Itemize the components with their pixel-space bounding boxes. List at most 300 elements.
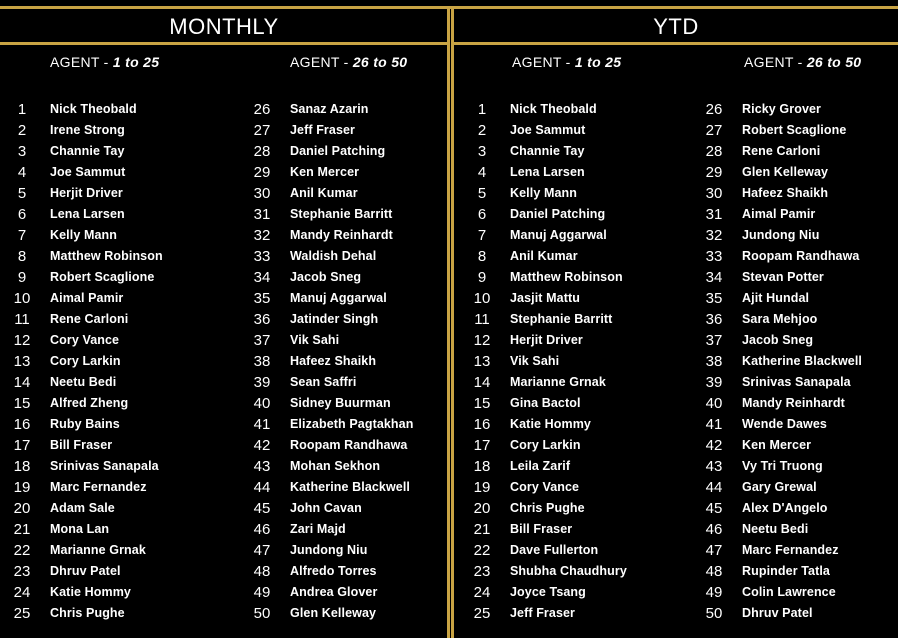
list-item [242, 267, 413, 288]
rank-number: 48 [253, 563, 271, 580]
list-item [694, 561, 862, 582]
ytd-panel [454, 9, 898, 638]
agent-name: Adam Sale [50, 501, 115, 515]
rank-number: 23 [473, 563, 491, 580]
rank-number: 23 [13, 563, 31, 580]
rank-number: 44 [253, 479, 271, 496]
agent-name: Katie Hommy [510, 417, 591, 431]
agent-name: Jasjit Mattu [510, 291, 580, 305]
agent-name: Channie Tay [50, 144, 125, 158]
ytd-col1-list [462, 99, 627, 624]
agent-name: Rene Carloni [50, 312, 129, 326]
agent-name: Stephanie Barritt [510, 312, 613, 326]
agent-name: Leila Zarif [510, 459, 571, 473]
agent-name: Dhruv Patel [742, 606, 813, 620]
rank-number: 3 [17, 143, 27, 160]
list-item [242, 225, 413, 246]
rank-number: 5 [17, 185, 27, 202]
list-item [694, 267, 862, 288]
list-item [462, 393, 627, 414]
rank-number: 28 [253, 143, 271, 160]
list-item [2, 351, 163, 372]
col-header-range: 26 to 50 [806, 54, 862, 70]
list-item [462, 582, 627, 603]
rank-number: 25 [473, 605, 491, 622]
rank-number: 36 [253, 311, 271, 328]
list-item [694, 582, 862, 603]
list-item [694, 99, 862, 120]
agent-name: Ken Mercer [742, 438, 812, 452]
rank-number: 1 [477, 101, 487, 118]
rank-number: 35 [705, 290, 723, 307]
rank-number: 41 [253, 416, 271, 433]
list-item [2, 141, 163, 162]
rank-number: 21 [13, 521, 31, 538]
col-header-range: 1 to 25 [112, 54, 160, 70]
list-item [462, 183, 627, 204]
agent-name: Sean Saffri [290, 375, 357, 389]
list-item [2, 330, 163, 351]
list-item [2, 435, 163, 456]
ytd-col2-list [694, 99, 862, 624]
rank-number: 34 [705, 269, 723, 286]
rank-number: 24 [13, 584, 31, 601]
list-item [694, 309, 862, 330]
agent-name: Marianne Grnak [510, 375, 606, 389]
agent-name: Bill Fraser [50, 438, 113, 452]
list-item [462, 309, 627, 330]
list-item [242, 435, 413, 456]
agent-name: Manuj Aggarwal [510, 228, 607, 242]
list-item [462, 225, 627, 246]
list-item [2, 498, 163, 519]
list-item [2, 519, 163, 540]
agent-name: Jundong Niu [742, 228, 820, 242]
agent-name: Jatinder Singh [290, 312, 379, 326]
agent-name: Jacob Sneg [742, 333, 814, 347]
agent-name: Glen Kelleway [742, 165, 829, 179]
rank-number: 30 [705, 185, 723, 202]
agent-name: Zari Majd [290, 522, 346, 536]
agent-name: Vy Tri Truong [742, 459, 823, 473]
agent-name: Lena Larsen [510, 165, 585, 179]
rank-number: 6 [477, 206, 487, 223]
list-item [694, 414, 862, 435]
agent-name: Sidney Buurman [290, 396, 391, 410]
rank-number: 9 [17, 269, 27, 286]
agent-name: Gina Bactol [510, 396, 581, 410]
agent-name: Joe Sammut [50, 165, 126, 179]
list-item [242, 498, 413, 519]
list-item [462, 330, 627, 351]
col-header-range: 1 to 25 [574, 54, 622, 70]
rank-number: 31 [253, 206, 271, 223]
rank-number: 11 [14, 311, 30, 328]
rank-number: 42 [253, 437, 271, 454]
agent-name: Mandy Reinhardt [290, 228, 393, 242]
agent-name: Vik Sahi [290, 333, 340, 347]
list-item [462, 435, 627, 456]
rank-number: 50 [705, 605, 723, 622]
list-item [2, 225, 163, 246]
agent-name: Katherine Blackwell [742, 354, 863, 368]
rank-number: 7 [17, 227, 27, 244]
rank-number: 39 [253, 374, 271, 391]
list-item [2, 183, 163, 204]
agent-name: Alex D'Angelo [742, 501, 828, 515]
agent-name: Neetu Bedi [742, 522, 809, 536]
rank-number: 20 [13, 500, 31, 517]
agent-name: Marc Fernandez [742, 543, 839, 557]
list-item [2, 309, 163, 330]
list-item [462, 120, 627, 141]
rank-number: 1 [17, 101, 27, 118]
list-item [462, 477, 627, 498]
list-item [242, 603, 413, 624]
rank-number: 9 [477, 269, 487, 286]
rank-number: 32 [253, 227, 271, 244]
rank-number: 30 [253, 185, 271, 202]
list-item [242, 246, 413, 267]
list-item [242, 204, 413, 225]
list-item [242, 141, 413, 162]
agent-name: Matthew Robinson [50, 249, 163, 263]
agent-name: Elizabeth Pagtakhan [290, 417, 414, 431]
list-item [694, 540, 862, 561]
rank-number: 28 [705, 143, 723, 160]
list-item [242, 393, 413, 414]
rank-number: 44 [705, 479, 723, 496]
rank-number: 8 [477, 248, 487, 265]
agent-name: Ricky Grover [742, 102, 822, 116]
agent-name: Anil Kumar [290, 186, 358, 200]
list-item [242, 561, 413, 582]
agent-name: Cory Larkin [510, 438, 581, 452]
agent-name: Manuj Aggarwal [290, 291, 387, 305]
rank-number: 15 [13, 395, 31, 412]
monthly-col2-list [242, 99, 413, 624]
list-item [242, 120, 413, 141]
rank-number: 25 [13, 605, 31, 622]
agent-name: Stephanie Barritt [290, 207, 393, 221]
rank-number: 13 [13, 353, 31, 370]
agent-name: Kelly Mann [50, 228, 117, 242]
agent-name: Stevan Potter [742, 270, 824, 284]
list-item [462, 99, 627, 120]
list-item [694, 372, 862, 393]
list-item [462, 456, 627, 477]
rank-number: 33 [705, 248, 723, 265]
agent-name: Rene Carloni [742, 144, 821, 158]
list-item [2, 540, 163, 561]
agent-name: Nick Theobald [50, 102, 137, 116]
agent-name: Neetu Bedi [50, 375, 117, 389]
agent-name: Jacob Sneg [290, 270, 362, 284]
agent-name: Herjit Driver [50, 186, 123, 200]
agent-name: Daniel Patching [510, 207, 606, 221]
rank-number: 47 [705, 542, 723, 559]
list-item [242, 519, 413, 540]
agent-name: Hafeez Shaikh [742, 186, 829, 200]
list-item [242, 183, 413, 204]
rank-number: 35 [253, 290, 271, 307]
agent-name: Srinivas Sanapala [50, 459, 159, 473]
agent-name: Daniel Patching [290, 144, 386, 158]
monthly-col2-header [290, 54, 407, 70]
agent-name: John Cavan [290, 501, 362, 515]
agent-name: Srinivas Sanapala [742, 375, 851, 389]
agent-name: Dave Fullerton [510, 543, 599, 557]
list-item [242, 330, 413, 351]
rank-number: 11 [474, 311, 490, 328]
list-item [242, 309, 413, 330]
ytd-col1-header [512, 54, 621, 70]
rank-number: 4 [477, 164, 487, 181]
rank-number: 38 [253, 353, 271, 370]
list-item [462, 204, 627, 225]
rank-number: 32 [705, 227, 723, 244]
rank-number: 40 [705, 395, 723, 412]
list-item [462, 540, 627, 561]
rank-number: 41 [705, 416, 723, 433]
rank-number: 2 [17, 122, 27, 139]
list-item [694, 162, 862, 183]
agent-name: Kelly Mann [510, 186, 577, 200]
rank-number: 20 [473, 500, 491, 517]
ytd-col2-header [744, 54, 861, 70]
agent-name: Vik Sahi [510, 354, 560, 368]
rank-number: 40 [253, 395, 271, 412]
list-item [462, 246, 627, 267]
list-item [694, 603, 862, 624]
rank-number: 2 [477, 122, 487, 139]
rank-number: 22 [13, 542, 31, 559]
list-item [2, 204, 163, 225]
rank-number: 29 [705, 164, 723, 181]
agent-name: Cory Larkin [50, 354, 121, 368]
rank-number: 45 [705, 500, 723, 517]
list-item [694, 288, 862, 309]
agent-name: Jundong Niu [290, 543, 368, 557]
ytd-title: YTD [653, 14, 699, 39]
rank-number: 7 [477, 227, 487, 244]
rank-number: 14 [473, 374, 491, 391]
agent-name: Joe Sammut [510, 123, 586, 137]
rank-number: 26 [253, 101, 271, 118]
agent-name: Matthew Robinson [510, 270, 623, 284]
agent-name: Marc Fernandez [50, 480, 147, 494]
rank-number: 43 [705, 458, 723, 475]
agent-name: Sanaz Azarin [290, 102, 369, 116]
rank-number: 19 [473, 479, 491, 496]
list-item [2, 414, 163, 435]
agent-name: Joyce Tsang [510, 585, 586, 599]
rank-number: 42 [705, 437, 723, 454]
list-item [694, 183, 862, 204]
agent-name: Shubha Chaudhury [510, 564, 627, 578]
rank-number: 12 [13, 332, 31, 349]
agent-name: Ajit Hundal [742, 291, 810, 305]
rank-number: 16 [473, 416, 491, 433]
agent-name: Gary Grewal [742, 480, 817, 494]
rank-number: 24 [473, 584, 491, 601]
agent-name: Jeff Fraser [290, 123, 356, 137]
list-item [462, 288, 627, 309]
rank-number: 49 [253, 584, 271, 601]
list-item [694, 204, 862, 225]
list-item [242, 372, 413, 393]
list-item [694, 498, 862, 519]
list-item [694, 477, 862, 498]
list-item [462, 351, 627, 372]
list-item [2, 99, 163, 120]
rank-number: 10 [473, 290, 491, 307]
rank-number: 21 [473, 521, 491, 538]
col-header-range: 26 to 50 [352, 54, 408, 70]
list-item [462, 267, 627, 288]
list-item [2, 120, 163, 141]
rank-number: 15 [473, 395, 491, 412]
list-item [694, 246, 862, 267]
agent-name: Nick Theobald [510, 102, 597, 116]
list-item [462, 141, 627, 162]
agent-name: Bill Fraser [510, 522, 573, 536]
list-item [694, 330, 862, 351]
list-item [694, 393, 862, 414]
list-item [694, 141, 862, 162]
agent-name: Roopam Randhawa [290, 438, 408, 452]
rank-number: 18 [473, 458, 491, 475]
rank-number: 50 [253, 605, 271, 622]
agent-name: Katie Hommy [50, 585, 131, 599]
rank-number: 4 [17, 164, 27, 181]
agent-name: Colin Lawrence [742, 585, 836, 599]
list-item [2, 477, 163, 498]
list-item [694, 519, 862, 540]
rank-number: 8 [17, 248, 27, 265]
agent-name: Channie Tay [510, 144, 585, 158]
rank-number: 14 [13, 374, 31, 391]
rank-number: 17 [473, 437, 491, 454]
monthly-title-rule [0, 42, 448, 45]
col-header-prefix: AGENT - [50, 54, 113, 70]
rank-number: 27 [705, 122, 723, 139]
agent-name: Aimal Pamir [50, 291, 124, 305]
list-item [242, 351, 413, 372]
rank-number: 18 [13, 458, 31, 475]
list-item [242, 456, 413, 477]
rank-number: 39 [705, 374, 723, 391]
agent-name: Alfred Zheng [50, 396, 129, 410]
agent-name: Dhruv Patel [50, 564, 121, 578]
agent-name: Cory Vance [510, 480, 580, 494]
list-item [242, 99, 413, 120]
rank-number: 31 [705, 206, 723, 223]
rank-number: 17 [13, 437, 31, 454]
list-item [694, 120, 862, 141]
agent-name: Cory Vance [50, 333, 120, 347]
rank-number: 49 [705, 584, 723, 601]
agent-name: Aimal Pamir [742, 207, 816, 221]
list-item [462, 498, 627, 519]
rank-number: 43 [253, 458, 271, 475]
list-item [694, 456, 862, 477]
agent-name: Marianne Grnak [50, 543, 146, 557]
list-item [2, 561, 163, 582]
agent-name: Robert Scaglione [50, 270, 155, 284]
ytd-title-rule [454, 42, 898, 45]
list-item [2, 162, 163, 183]
rank-number: 38 [705, 353, 723, 370]
rank-number: 29 [253, 164, 271, 181]
list-item [242, 162, 413, 183]
list-item [242, 477, 413, 498]
rank-number: 45 [253, 500, 271, 517]
list-item [2, 582, 163, 603]
agent-name: Robert Scaglione [742, 123, 847, 137]
agent-name: Waldish Dehal [290, 249, 377, 263]
agent-name: Herjit Driver [510, 333, 583, 347]
rank-number: 10 [13, 290, 31, 307]
agent-name: Roopam Randhawa [742, 249, 860, 263]
rank-number: 5 [477, 185, 487, 202]
list-item [242, 414, 413, 435]
list-item [2, 267, 163, 288]
list-item [2, 246, 163, 267]
rank-number: 27 [253, 122, 271, 139]
agent-name: Ruby Bains [50, 417, 120, 431]
agent-name: Wende Dawes [742, 417, 827, 431]
list-item [242, 288, 413, 309]
agent-name: Jeff Fraser [510, 606, 576, 620]
agent-name: Irene Strong [50, 123, 125, 137]
rank-number: 46 [705, 521, 723, 538]
rank-number: 48 [705, 563, 723, 580]
list-item [462, 519, 627, 540]
monthly-panel [0, 9, 448, 638]
agent-name: Mandy Reinhardt [742, 396, 845, 410]
agent-name: Rupinder Tatla [742, 564, 830, 578]
list-item [462, 414, 627, 435]
rank-number: 6 [17, 206, 27, 223]
list-item [694, 351, 862, 372]
agent-name: Ken Mercer [290, 165, 360, 179]
col-header-prefix: AGENT - [512, 54, 575, 70]
rank-number: 3 [477, 143, 487, 160]
rank-number: 36 [705, 311, 723, 328]
rank-number: 26 [705, 101, 723, 118]
agent-name: Chris Pughe [50, 606, 125, 620]
list-item [694, 435, 862, 456]
rank-number: 47 [253, 542, 271, 559]
list-item [462, 603, 627, 624]
agent-name: Lena Larsen [50, 207, 125, 221]
agent-name: Mona Lan [50, 522, 110, 536]
list-item [462, 372, 627, 393]
rank-number: 12 [473, 332, 491, 349]
rank-number: 19 [13, 479, 31, 496]
list-item [242, 582, 413, 603]
agent-name: Katherine Blackwell [290, 480, 411, 494]
list-item [242, 540, 413, 561]
agent-name: Mohan Sekhon [290, 459, 381, 473]
list-item [2, 456, 163, 477]
list-item [2, 393, 163, 414]
agent-name: Alfredo Torres [290, 564, 377, 578]
list-item [2, 372, 163, 393]
rank-number: 22 [473, 542, 491, 559]
col-header-prefix: AGENT - [290, 54, 353, 70]
